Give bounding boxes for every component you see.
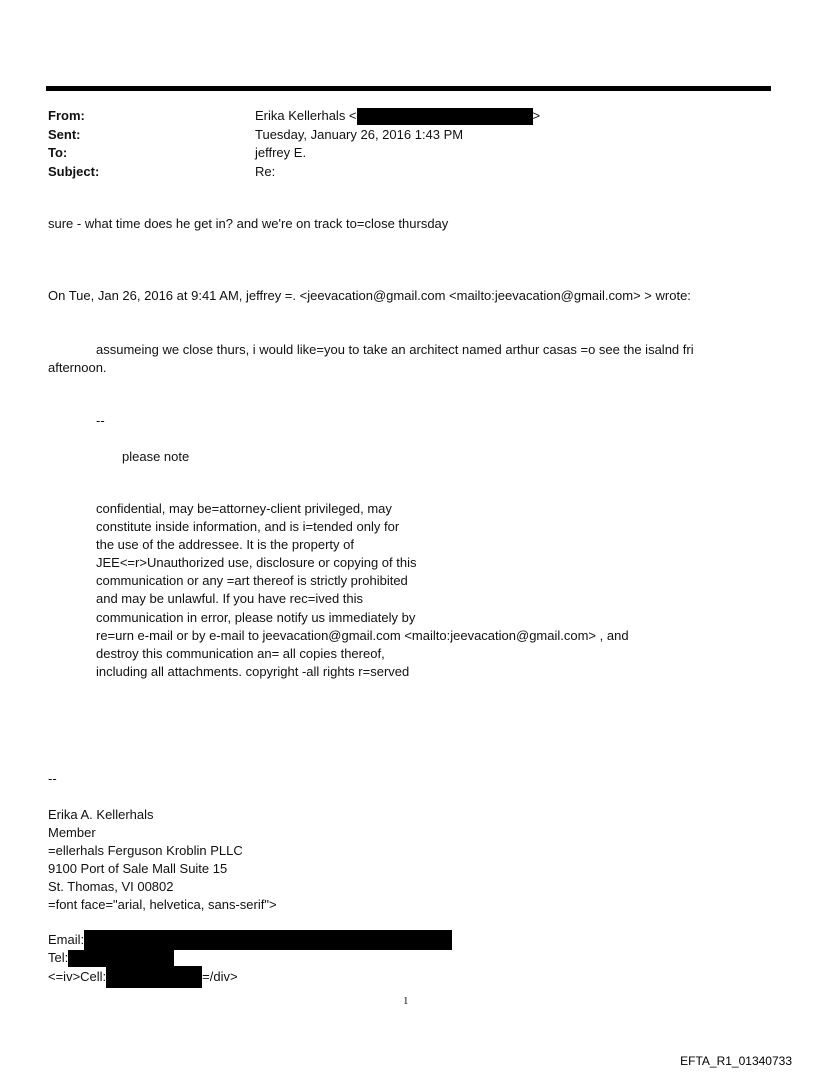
please-note: please note [122, 449, 190, 464]
disclaimer-line: JEE<=r>Unauthorized use, disclosure or copying of this [96, 555, 417, 571]
disclaimer-line: destroy this communication an= all copies thereof, [96, 645, 385, 661]
signature-block [48, 806, 277, 915]
subject-row [48, 163, 748, 182]
contact-block [48, 931, 452, 986]
sender-name: Erika Kellerhals < [255, 108, 357, 123]
disclaimer-line: communication in error, please notify us immediately by [96, 609, 416, 625]
from-label: From: [48, 108, 85, 123]
disclaimer-line: the use of the addressee. It is the property of [96, 537, 354, 553]
to-label: To: [48, 145, 68, 160]
redaction-block [84, 930, 452, 950]
tel-label: Tel: [48, 950, 69, 966]
email-header [48, 107, 748, 181]
sender-bracket: > [532, 108, 541, 123]
quote-separator: -- [96, 413, 105, 428]
from-row [48, 107, 748, 126]
redaction-block [357, 108, 533, 125]
signature-city: St. Thomas, VI 00802 [48, 879, 174, 895]
disclaimer-line: re=urn e-mail or by e-mail to jeevacation@gmail.com <mailto:jeevacation@gmail.com> , and [96, 627, 629, 643]
signature-name: Erika A. Kellerhals [48, 807, 154, 822]
subject-value: Re: [255, 163, 276, 179]
disclaimer-block [96, 500, 736, 681]
email-line [48, 931, 452, 949]
disclaimer-line: confidential, may be=attorney-client privileged, may [96, 501, 392, 516]
quoted-message-line-1: assumeing we close thurs, i would like=you to take an architect named arthur casas =o see the isalnd fri [96, 342, 694, 357]
quoted-message-line-2: afternoon. [48, 360, 107, 375]
redaction-block [68, 950, 174, 967]
sent-row [48, 126, 748, 145]
cell-prefix: <=iv>Cell: [48, 968, 107, 984]
signature-font-markup: =font face="arial, helvetica, sans-serif"> [48, 897, 277, 913]
disclaimer-line: communication or any =art thereof is strictly prohibited [96, 573, 408, 589]
signature-title: Member [48, 825, 96, 841]
disclaimer-line: including all attachments. copyright -all rights r=served [96, 663, 410, 679]
to-row [48, 144, 748, 163]
sent-value: Tuesday, January 26, 2016 1:43 PM [255, 126, 464, 142]
redaction-block [106, 966, 202, 988]
quote-intro: On Tue, Jan 26, 2016 at 9:41 AM, jeffrey =. <jeevacation@gmail.com <mailto:jeevacation@gmail.com> > wrote: [48, 288, 691, 303]
from-value [255, 107, 748, 126]
bates-number: EFTA_R1_01340733 [680, 1054, 792, 1068]
header-rule [46, 86, 771, 91]
subject-label: Subject: [48, 163, 100, 179]
cell-suffix: =/div> [202, 968, 238, 984]
disclaimer-line: and may be unlawful. If you have rec=ived this [96, 591, 364, 607]
page-number: 1 [403, 995, 409, 1007]
signature-separator: -- [48, 771, 57, 786]
sent-label: Sent: [48, 126, 81, 142]
email-label: Email: [48, 932, 85, 947]
disclaimer-line: constitute inside information, and is i=tended only for [96, 519, 400, 535]
signature-address: 9100 Port of Sale Mall Suite 15 [48, 861, 228, 877]
to-value: jeffrey E. [255, 145, 307, 160]
reply-text: sure - what time does he get in? and we're on track to=close thursday [48, 216, 449, 231]
signature-firm: =ellerhals Ferguson Kroblin PLLC [48, 843, 243, 859]
cell-line [48, 968, 452, 986]
